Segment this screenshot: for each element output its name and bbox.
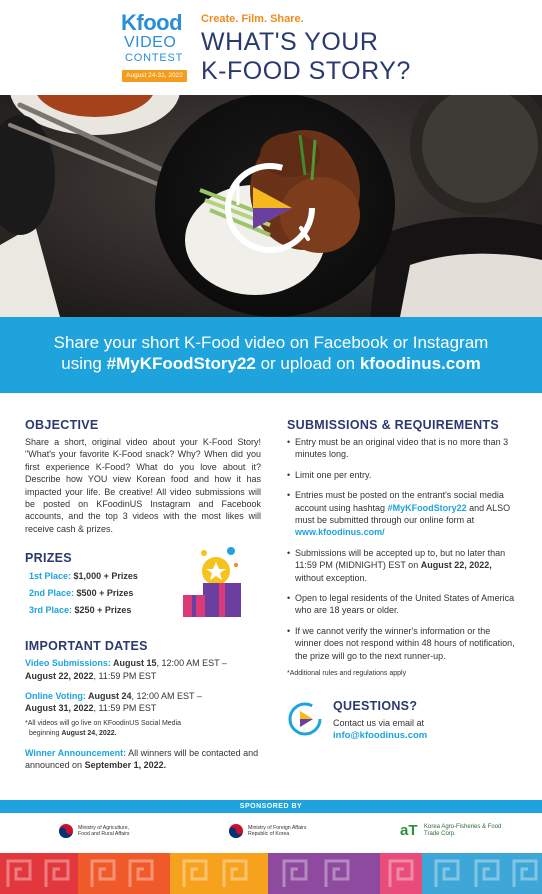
requirement-3-hashtag: #MyKFoodStory22 — [387, 502, 467, 513]
requirement-3-text-b: and ALSO must be submitted through our online form at — [295, 502, 511, 526]
logo-dates-badge: August 24-31, 2022 — [122, 70, 187, 82]
requirement-item-6: • If we cannot verify the winner's information or the winner does not respond within 48 hours of notification, the prize will go to the next runner-up. — [287, 625, 517, 662]
requirements-heading: SUBMISSIONS & REQUIREMENTS — [287, 418, 499, 432]
logo-contest-text: CONTEST — [125, 52, 184, 64]
requirement-item-1: • Entry must be an original video that is no more than 3 minutes long. — [287, 436, 517, 461]
winner-announcement-text: All winners will be contacted and announced on — [25, 747, 259, 771]
social-note-line1: *All videos will go live on KFoodinUS Social Media — [25, 719, 182, 727]
requirements-list — [287, 436, 517, 662]
sponsor-1-line1: Ministry of Agriculture, — [78, 825, 130, 831]
call-to-action-banner — [0, 317, 542, 393]
winner-announcement — [25, 747, 261, 772]
korea-taegeuk-icon — [58, 823, 74, 839]
prizes-section — [25, 551, 261, 629]
tagline: Create. Film. Share. — [201, 13, 304, 25]
video-start-time: , 12:00 AM EST – — [156, 658, 227, 669]
sponsor-3-line1: Korea Agro-Fisheries & Food — [424, 824, 502, 830]
hero-food-image — [0, 95, 542, 317]
requirement-4-text-a: Submissions will be accepted up to, but no later than 11:59 PM (MIDNIGHT) EST on — [295, 547, 506, 571]
questions-section — [287, 699, 517, 749]
left-column — [25, 418, 261, 772]
right-column — [287, 418, 517, 749]
requirement-item-3 — [287, 489, 517, 539]
video-end-date: August 22, 2022 — [25, 670, 94, 681]
header — [0, 0, 542, 95]
banner-line2 — [0, 354, 542, 374]
korea-taegeuk-icon-2 — [228, 823, 244, 839]
video-start-date: August 15 — [113, 658, 157, 669]
objective-body: Share a short, original video about your K-Food Story! "What's your favorite K-Food snack? Why? When did you first experience K-Food? What do you love about it? Describe how YOU view Korean food and how it has impacted your life. Be creative! All video submissions will be posted on KFoodinUS Instagram and Facebook accounts, and the top 3 videos with the most likes will receive cash & prizes. — [25, 437, 261, 534]
video-submissions-label: Video Submissions: — [25, 658, 111, 669]
gift-box-icon — [179, 543, 249, 619]
online-voting-label: Online Voting: — [25, 691, 86, 702]
objective-heading: OBJECTIVE — [25, 418, 99, 432]
logo-brand: Kfood — [121, 10, 183, 35]
prizes-heading: PRIZES — [25, 551, 72, 566]
play-logo-icon — [287, 701, 323, 737]
important-dates-heading: IMPORTANT DATES — [25, 639, 148, 654]
banner-prefix: using — [61, 354, 107, 373]
submission-form-link[interactable]: www.kfoodinus.com/ — [295, 527, 385, 538]
social-note-date: August 24, 2022. — [61, 729, 117, 737]
logo-video-text: VIDEO — [124, 34, 177, 51]
requirement-4-text-b: without exception. — [295, 572, 368, 583]
questions-heading: QUESTIONS? — [333, 699, 418, 714]
page-title-line1: WHAT'S YOUR — [201, 28, 379, 56]
voting-end-time: , 11:59 PM EST — [93, 703, 157, 714]
prize-place-3: 3rd Place: — [29, 605, 73, 616]
social-note-line2 — [25, 729, 261, 739]
video-end-time: , 11:59 PM EST — [93, 670, 157, 681]
requirement-item-4 — [287, 547, 517, 584]
sponsor-2-line1: Ministry of Foreign Affairs — [248, 825, 307, 831]
page-title-line2: K-FOOD STORY? — [201, 57, 411, 85]
voting-start-date: August 24 — [88, 691, 132, 702]
social-note-prefix: beginning — [29, 729, 62, 737]
sponsor-3-line2: Trade Corp. — [424, 831, 456, 837]
banner-line1: Share your short K-Food video on Facebook or Instagram — [53, 333, 489, 352]
prize-amount-3: $250 + Prizes — [74, 605, 132, 616]
prize-place-1: 1st Place: — [29, 571, 72, 582]
sponsored-by-bar: SPONSORED BY — [0, 800, 542, 813]
voting-end-date: August 31, 2022 — [25, 703, 94, 714]
banner-mid: or upload on — [255, 354, 360, 373]
sponsor-1-line2: Food and Rural Affairs — [78, 831, 130, 837]
winner-announcement-label: Winner Announcement: — [25, 747, 127, 758]
winner-announcement-date: September 1, 2022. — [84, 760, 167, 771]
sponsor-2 — [248, 825, 306, 837]
food-photo-illustration — [0, 95, 542, 317]
video-submissions-dates — [25, 657, 261, 682]
requirement-3-text-a: Entries must be posted on the entrant's social media account using hashtag — [295, 490, 504, 513]
at-logo-mark: aT — [400, 822, 418, 839]
voting-start-time: , 12:00 AM EST – — [131, 691, 202, 702]
sponsor-2-line2: Republic of Korea — [248, 831, 290, 837]
requirement-item-2: • Limit one per entry. — [287, 469, 517, 481]
sponsor-3 — [424, 824, 501, 838]
requirement-4-date: August 22, 2022, — [420, 560, 492, 571]
questions-contact-text: Contact us via email at — [333, 718, 425, 729]
banner-site-link[interactable]: kfoodinus.com — [359, 354, 481, 373]
banner-hashtag: #MyKFoodStory22 — [106, 354, 256, 373]
prize-amount-2: $500 + Prizes — [76, 588, 134, 599]
decorative-pattern-footer — [0, 853, 542, 894]
page-title — [201, 28, 501, 86]
questions-email-link[interactable]: info@kfoodinus.com — [333, 730, 428, 742]
requirement-item-5: • Open to legal residents of the United States of America who are 18 years or older. — [287, 592, 517, 617]
prize-place-2: 2nd Place: — [29, 588, 75, 599]
sponsor-1 — [78, 825, 130, 837]
sponsor-logos — [0, 813, 542, 853]
online-voting-dates — [25, 690, 261, 715]
social-media-note — [25, 719, 261, 739]
rules-footnote: *Additional rules and regulations apply — [287, 670, 407, 678]
prize-amount-1: $1,000 + Prizes — [73, 571, 138, 582]
